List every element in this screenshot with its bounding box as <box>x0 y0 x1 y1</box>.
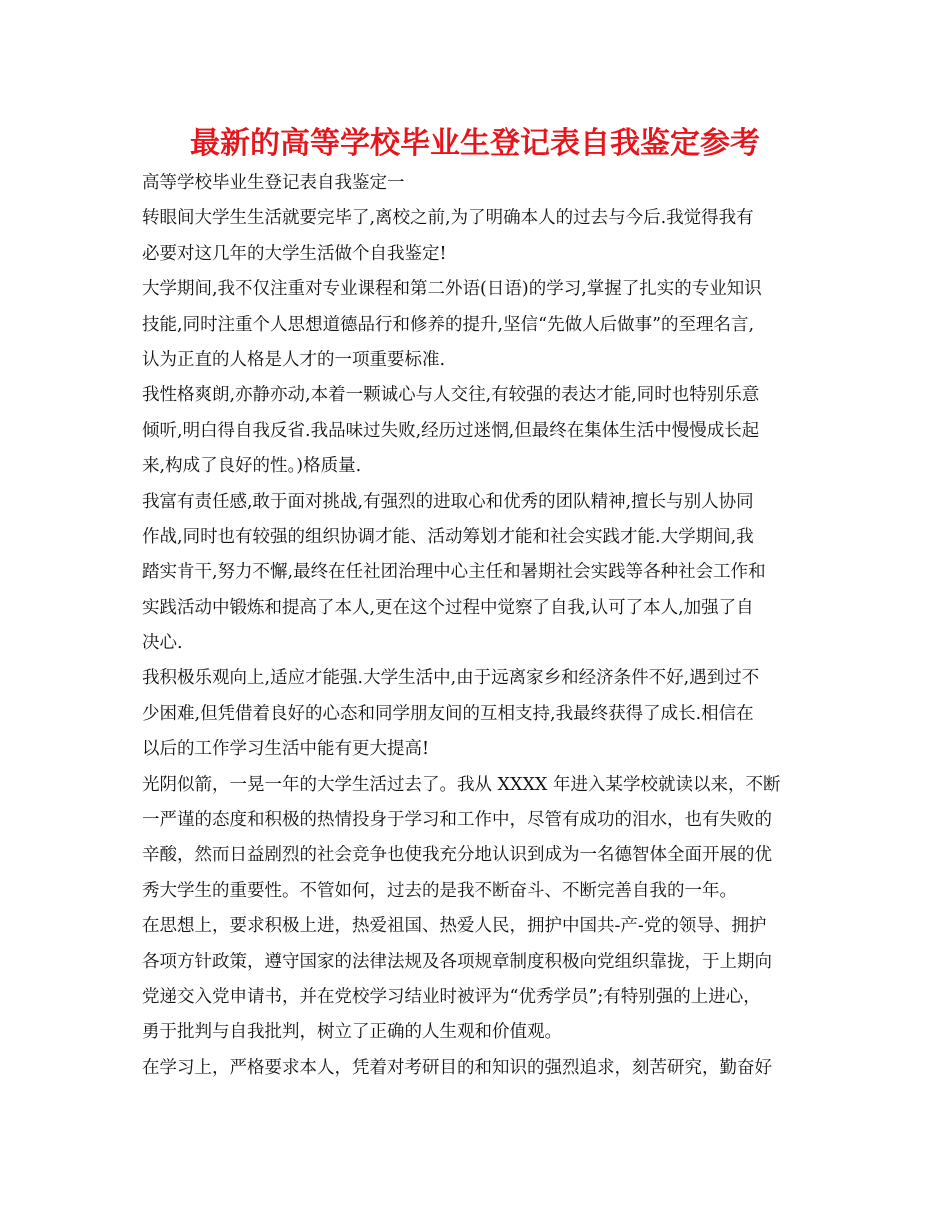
text-line: 决心. <box>142 633 183 654</box>
text-line: 实践活动中锻炼和提高了本人,更在这个过程中觉察了自我,认可了本人,加强了自 <box>142 597 754 618</box>
text-line: 踏实肯干,努力不懈,最终在任社团治理中心主任和暑期社会实践等各种社会工作和 <box>142 562 766 583</box>
text-line: 少困难,但凭借着良好的心态和同学朋友间的互相支持,我最终获得了成长.相信在 <box>142 703 754 724</box>
text-line: 秀大学生的重要性。不管如何，过去的是我不断奋斗、不断完善自我的一年。 <box>142 880 737 901</box>
document-body <box>142 166 814 1086</box>
text-line: 认为正直的人格是人才的一项重要标准. <box>142 349 446 370</box>
text-line: 在思想上，要求积极上进，热爱祖国、热爱人民，拥护中国共-产-党的领导、拥护 <box>142 916 767 937</box>
text-line: 必要对这几年的大学生活做个自我鉴定! <box>142 243 447 264</box>
text-line: 在学习上，严格要求本人，凭着对考研目的和知识的强烈追求，刻苦研究，勤奋好 <box>142 1057 772 1078</box>
text-line: 一严谨的态度和积极的热情投身于学习和工作中，尽管有成功的泪水，也有失败的 <box>142 810 772 831</box>
text-line: 勇于批判与自我批判，树立了正确的人生观和价值观。 <box>142 1022 562 1043</box>
text-line: 我富有责任感,敢于面对挑战,有强烈的进取心和优秀的团队精神,擅长与别人协同 <box>142 491 754 512</box>
document-title: 最新的高等学校毕业生登记表自我鉴定参考 <box>190 126 760 161</box>
text-line: 我积极乐观向上,适应才能强.大学生活中,由于远离家乡和经济条件不好,遇到过不 <box>142 668 760 689</box>
text-line: 作战,同时也有较强的组织协调才能、活动筹划才能和社会实践才能.大学期间,我 <box>142 526 754 547</box>
text-line: 我性格爽朗,亦静亦动,本着一颗诚心与人交往,有较强的表达才能,同时也特别乐意 <box>142 385 760 406</box>
text-line: 党递交入党申请书，并在党校学习结业时被评为“优秀学员”;有特别强的上进心， <box>142 986 761 1007</box>
text-line: 光阴似箭，一晃一年的大学生活过去了。我从 XXXX 年进入某学校就读以来，不断 <box>142 774 781 795</box>
text-line: 来,构成了良好的性。)格质量. <box>142 456 362 477</box>
text-line: 技能,同时注重个人思想道德品行和修养的提升,坚信“先做人后做事”的至理名言, <box>142 314 755 335</box>
text-line: 辛酸，然而日益剧烈的社会竞争也使我充分地认识到成为一名德智体全面开展的优 <box>142 845 772 866</box>
text-line: 各项方针政策，遵守国家的法律法规及各项规章制度积极向党组织靠拢，于上期向 <box>142 951 772 972</box>
text-line: 高等学校毕业生登记表自我鉴定一 <box>142 173 405 193</box>
text-line: 大学期间,我不仅注重对专业课程和第二外语(日语)的学习,掌握了扎实的专业知识 <box>142 279 762 300</box>
text-line: 倾听,明白得自我反省.我品味过失败,经历过迷惘,但最终在集体生活中慢慢成长起 <box>142 420 760 441</box>
text-line: 转眼间大学生生活就要完毕了,离校之前,为了明确本人的过去与今后.我觉得我有 <box>142 208 754 229</box>
text-line: 以后的工作学习生活中能有更大提高! <box>142 739 430 760</box>
